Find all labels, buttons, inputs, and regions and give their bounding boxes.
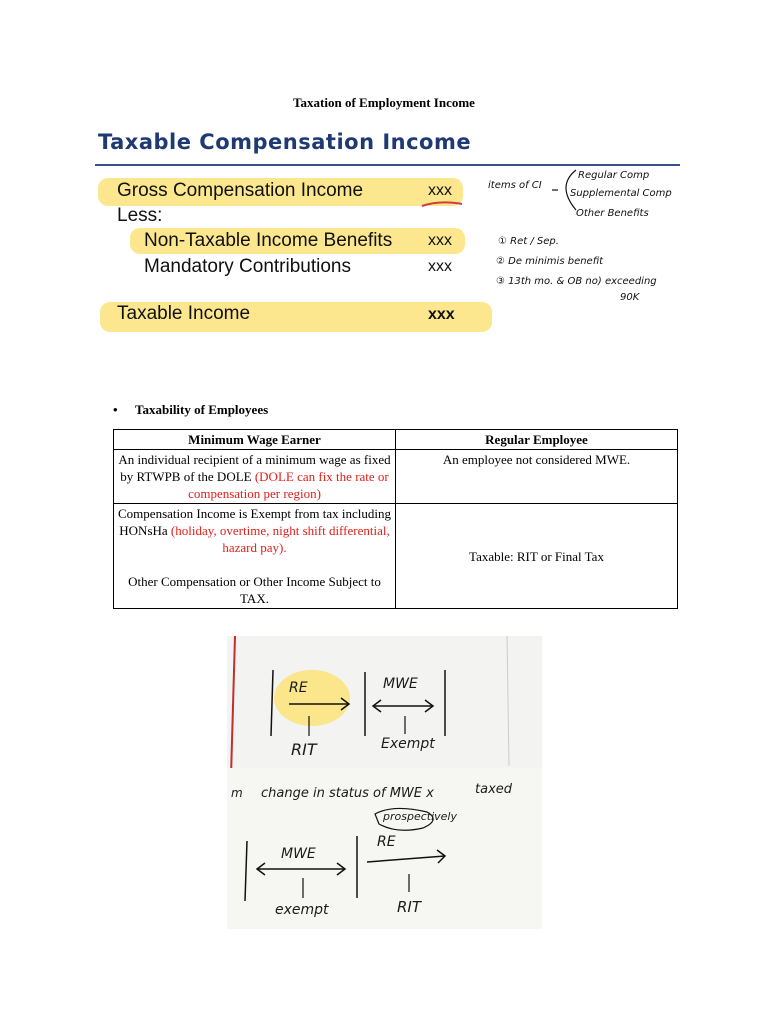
row-less: Less: [117, 205, 163, 226]
label-change-in-status: change in status of MWE x [261, 786, 434, 801]
cell-mwe-taxation [114, 504, 396, 609]
note-regular-comp: Regular Comp [578, 170, 650, 181]
note-de-minimis: ② De minimis benefit [496, 256, 604, 267]
header-mwe: Minimum Wage Earner [114, 430, 396, 450]
label-taxed: taxed [475, 782, 513, 797]
label-rit: RIT [291, 740, 317, 759]
label-exempt: Exempt [381, 736, 435, 752]
cell-re-taxation: Taxable: RIT or Final Tax [396, 504, 678, 609]
label-rit-2: RIT [397, 898, 422, 916]
row-mandatory: Mandatory Contributions [144, 256, 351, 277]
note-90k: 90K [620, 292, 640, 303]
note-other-benefits: Other Benefits [576, 208, 649, 219]
note-ret-sep: ① Ret / Sep. [498, 236, 559, 247]
mwe-definition-text: An individual recipient of a minimum wage as fixed by RTWPB of the DOLE [118, 452, 391, 484]
document-title: Taxation of Employment Income [293, 95, 475, 110]
cell-mwe-definition [114, 450, 396, 504]
label-prospectively: prospectively [383, 810, 457, 823]
slide-divider [95, 164, 680, 166]
label-exempt-2: exempt [275, 902, 329, 918]
mwe-taxation-note: (holiday, overtime, night shift differential, hazard pay). [170, 523, 390, 555]
table-header-row [114, 430, 678, 450]
bullet-point: • [113, 402, 118, 417]
label-re-2: RE [377, 834, 396, 850]
cell-re-definition: An employee not considered MWE. [396, 450, 678, 504]
amount-gross: xxx [428, 182, 452, 199]
note-items-of-ci: items of CI [488, 180, 542, 191]
mwe-other-income: Other Compensation or Other Income Subject to TAX. [128, 574, 381, 606]
label-mwe: MWE [383, 676, 418, 692]
status-change-whiteboard [227, 636, 542, 929]
red-underline-mark [420, 198, 464, 210]
taxable-compensation-slide [90, 120, 680, 360]
slide-heading: Taxable Compensation Income [98, 130, 472, 154]
taxability-label: Taxability of Employees [135, 402, 269, 417]
label-mwe-2: MWE [281, 846, 316, 862]
table-row [114, 450, 678, 504]
note-supplemental-comp: Supplemental Comp [570, 188, 672, 199]
amount-taxable: xxx [428, 306, 455, 323]
header-regular-employee: Regular Employee [396, 430, 678, 450]
table-row [114, 504, 678, 609]
amount-mandatory: xxx [428, 258, 452, 275]
label-re: RE [289, 680, 308, 696]
mwe-taxation-text: Compensation Income is Exempt from tax including HONsHa [118, 506, 391, 538]
row-gross-compensation: Gross Compensation Income [117, 180, 364, 201]
amount-non-taxable: xxx [428, 232, 452, 249]
taxability-heading [113, 402, 268, 418]
taxability-table [113, 429, 678, 609]
note-13th-month: ③ 13th mo. & OB no) exceeding [496, 276, 657, 287]
label-m: m [231, 786, 243, 800]
mwe-definition-note: (DOLE can fix the rate or compensation per region) [188, 469, 389, 501]
row-non-taxable: Non-Taxable Income Benefits [144, 230, 393, 251]
row-taxable-income: Taxable Income [117, 303, 251, 324]
